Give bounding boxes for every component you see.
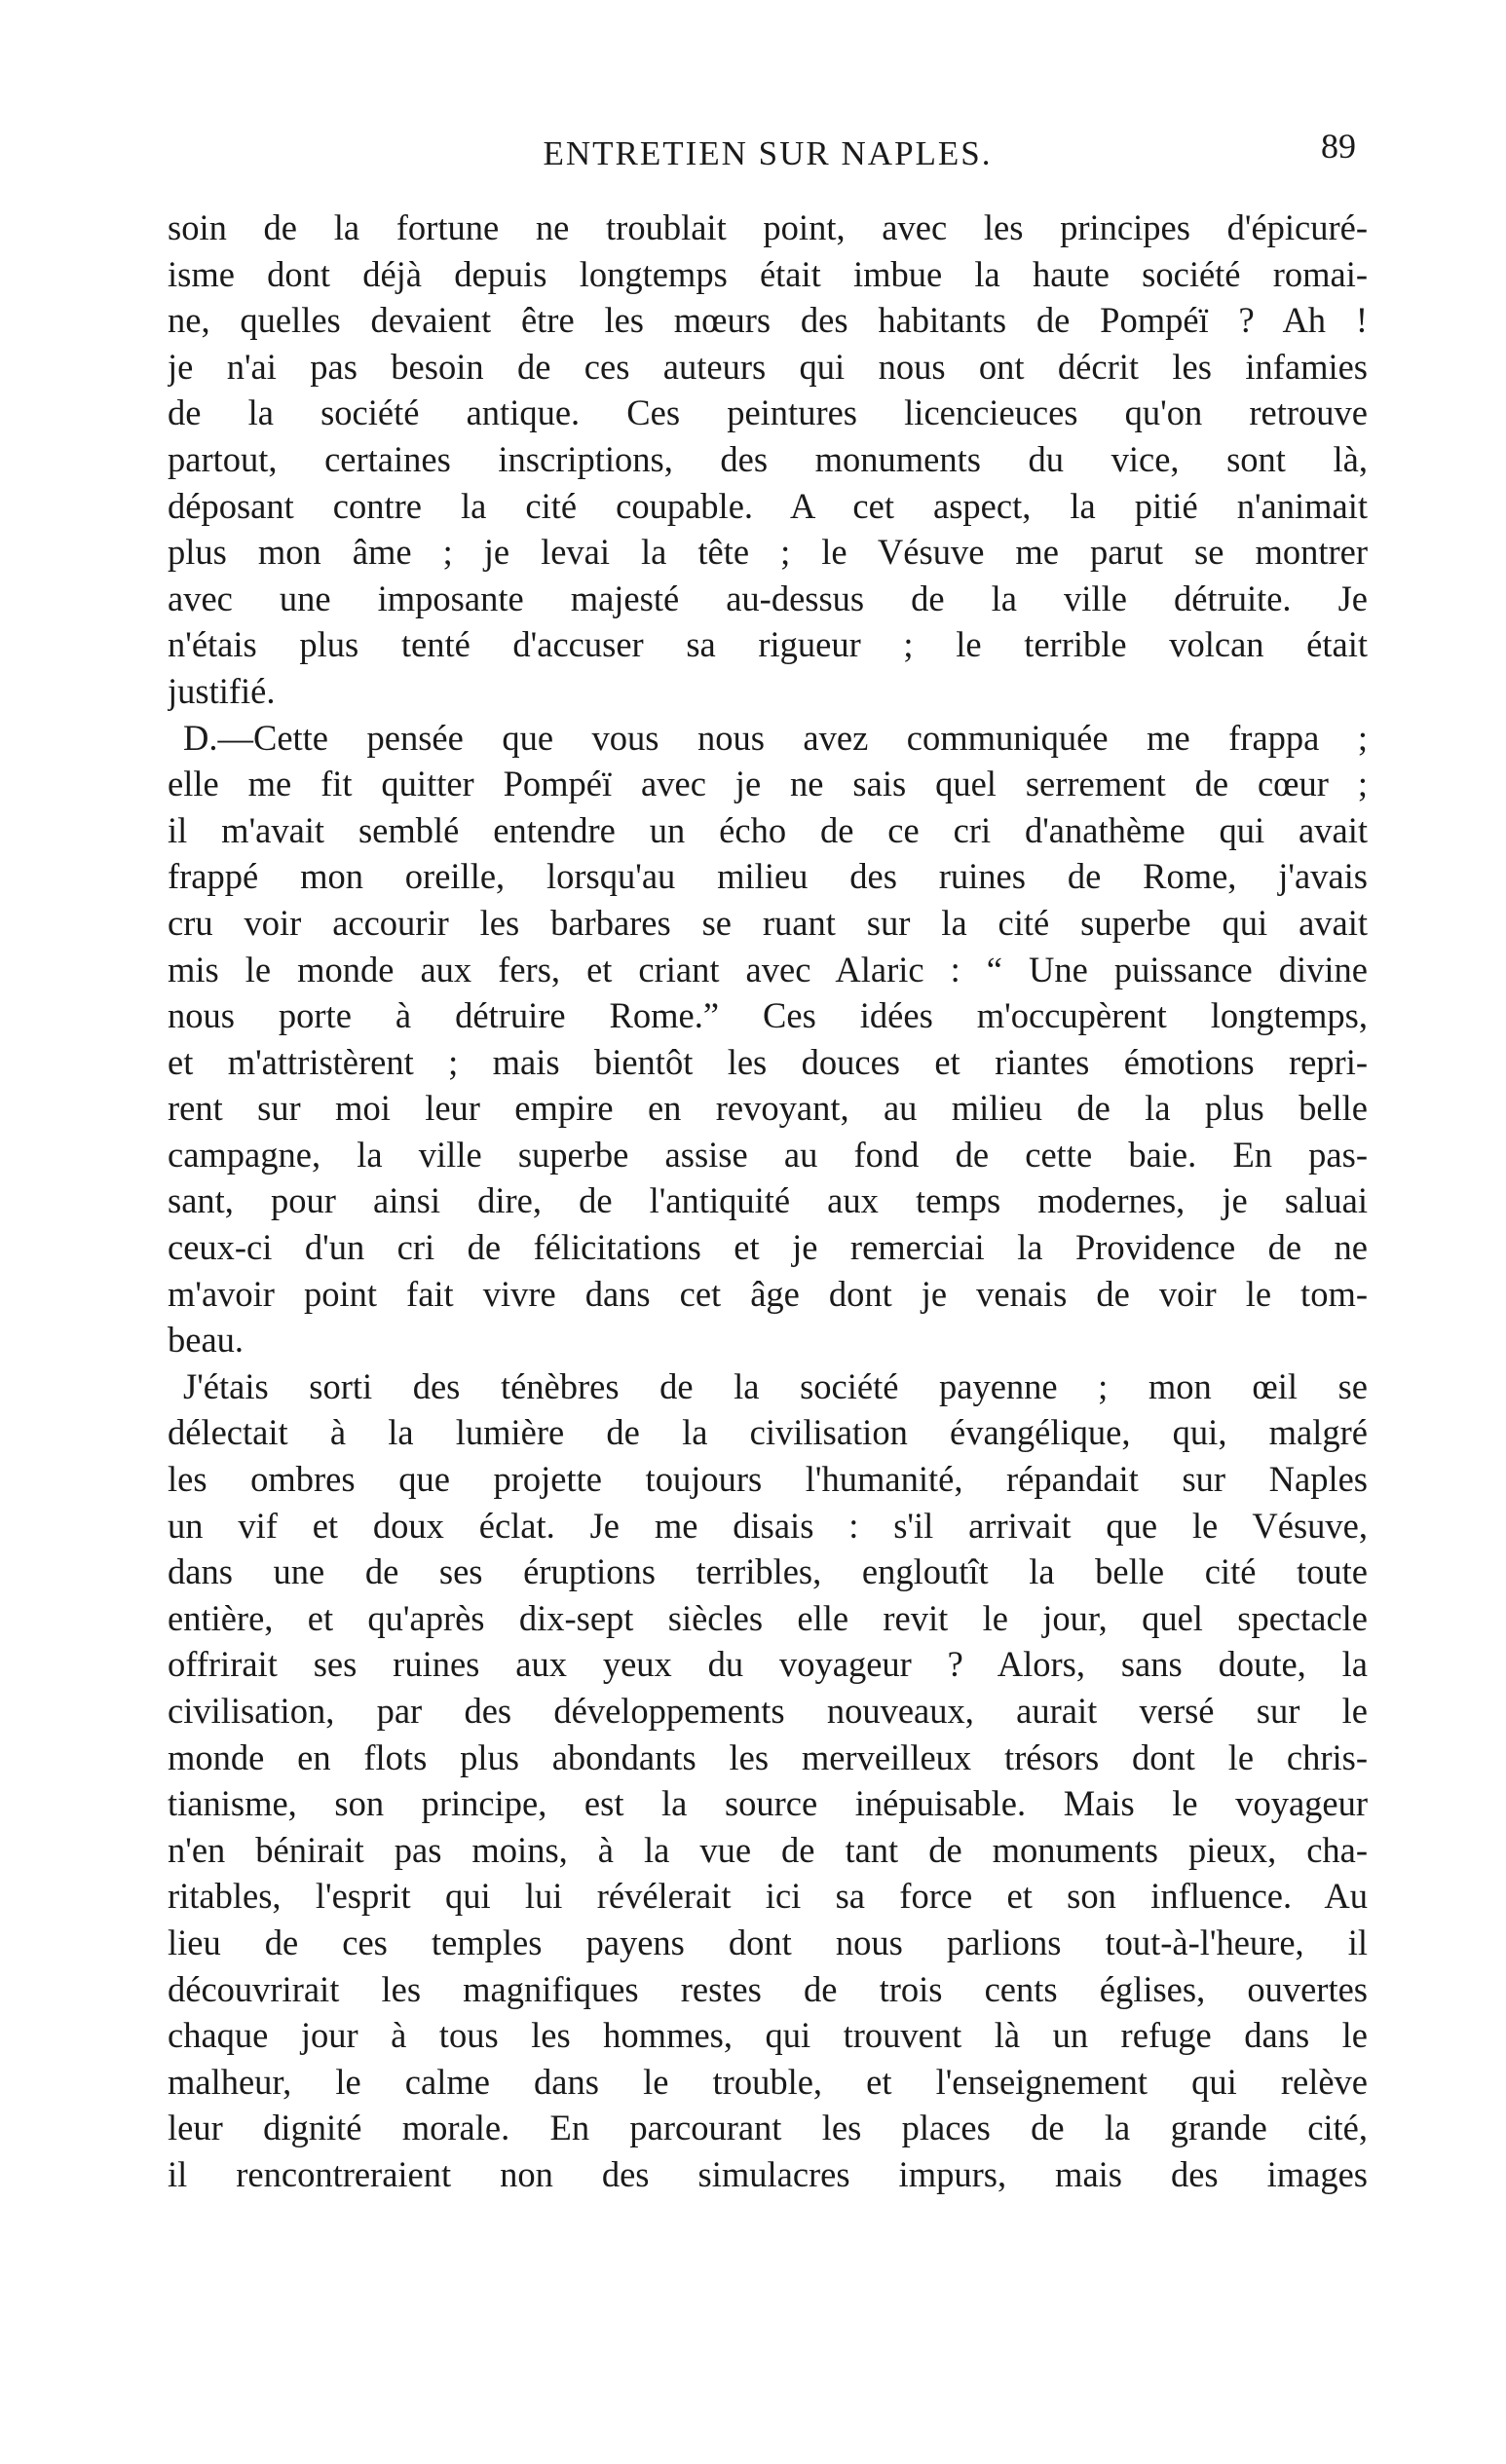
- text-line: et m'attristèrent ; mais bientôt les douces et riantes émotions repri-: [168, 1041, 1368, 1082]
- text-line: justifié.: [168, 670, 276, 711]
- text-line: J'étais sorti des ténèbres de la société payenne ; mon œil se: [183, 1365, 1368, 1406]
- text-line: malheur, le calme dans le trouble, et l'enseignement qui relève: [168, 2061, 1368, 2102]
- text-line: découvrirait les magnifiques restes de trois cents églises, ouvertes: [168, 1968, 1368, 2009]
- text-line: soin de la fortune ne troublait point, avec les principes d'épicuré-: [168, 207, 1368, 247]
- text-line: de la société antique. Ces peintures licencieuces qu'on retrouve: [168, 392, 1368, 433]
- text-line: campagne, la ville superbe assise au fond de cette baie. En pas-: [168, 1134, 1368, 1175]
- text-line: un vif et doux éclat. Je me disais : s'il arrivait que le Vésuve,: [168, 1505, 1368, 1546]
- text-line: délectait à la lumière de la civilisation évangélique, qui, malgré: [168, 1412, 1368, 1453]
- text-line: partout, certaines inscriptions, des monuments du vice, sont là,: [168, 438, 1368, 479]
- text-line: n'en bénirait pas moins, à la vue de tant de monuments pieux, cha-: [168, 1829, 1368, 1870]
- text-line: ritables, l'esprit qui lui révélerait ici sa force et son influence. Au: [168, 1876, 1368, 1917]
- text-line: elle me fit quitter Pompéï avec je ne sais quel serrement de cœur ;: [168, 764, 1368, 804]
- page-header: [168, 125, 1368, 179]
- text-line: déposant contre la cité coupable. A cet aspect, la pitié n'animait: [168, 485, 1368, 526]
- text-line: sant, pour ainsi dire, de l'antiquité aux temps modernes, je saluai: [168, 1180, 1368, 1221]
- text-line: isme dont déjà depuis longtemps était imbue la haute société romai-: [168, 253, 1368, 294]
- text-line: plus mon âme ; je levai la tête ; le Vésuve me parut se montrer: [168, 532, 1368, 573]
- text-line: ne, quelles devaient être les mœurs des habitants de Pompéï ? Ah !: [168, 300, 1368, 341]
- text-line: lieu de ces temples payens dont nous parlions tout-à-l'heure, il: [168, 1922, 1368, 1962]
- text-line: offrirait ses ruines aux yeux du voyageur ? Alors, sans doute, la: [168, 1644, 1368, 1685]
- text-line: ceux-ci d'un cri de félicitations et je remerciai la Providence de ne: [168, 1227, 1368, 1268]
- text-line: D.—Cette pensée que vous nous avez communiquée me frappa ;: [183, 717, 1368, 758]
- text-line: cru voir accourir les barbares se ruant sur la cité superbe qui avait: [168, 902, 1368, 943]
- text-line: frappé mon oreille, lorsqu'au milieu des ruines de Rome, j'avais: [168, 856, 1368, 897]
- text-line: il m'avait semblé entendre un écho de ce cri d'anathème qui avait: [168, 809, 1368, 850]
- text-line: leur dignité morale. En parcourant les places de la grande cité,: [168, 2108, 1368, 2148]
- text-line: chaque jour à tous les hommes, qui trouvent là un refuge dans le: [168, 2015, 1368, 2056]
- text-line: les ombres que projette toujours l'humanité, répandait sur Naples: [168, 1459, 1368, 1500]
- text-line: beau.: [168, 1320, 245, 1361]
- text-line: il rencontreraient non des simulacres impurs, mais des images: [168, 2153, 1368, 2194]
- text-line: mis le monde aux fers, et criant avec Alaric : “ Une puissance divine: [168, 949, 1368, 989]
- text-line: avec une imposante majesté au-dessus de la ville détruite. Je: [168, 578, 1368, 618]
- text-line: je n'ai pas besoin de ces auteurs qui nous ont décrit les infamies: [168, 346, 1368, 387]
- page-number: 89: [1321, 127, 1356, 166]
- text-line: civilisation, par des développements nouveaux, aurait versé sur le: [168, 1691, 1368, 1731]
- text-line: n'étais plus tenté d'accuser sa rigueur ; le terrible volcan était: [168, 624, 1368, 665]
- text-line: m'avoir point fait vivre dans cet âge dont je venais de voir le tom-: [168, 1273, 1368, 1314]
- text-line: tianisme, son principe, est la source inépuisable. Mais le voyageur: [168, 1783, 1368, 1824]
- text-line: rent sur moi leur empire en revoyant, au milieu de la plus belle: [168, 1088, 1368, 1129]
- text-line: dans une de ses éruptions terribles, engloutît la belle cité toute: [168, 1551, 1368, 1592]
- text-line: monde en flots plus abondants les merveilleux trésors dont le chris-: [168, 1736, 1368, 1777]
- body-text: [168, 205, 1368, 2198]
- text-line: nous porte à détruire Rome.” Ces idées m'occupèrent longtemps,: [168, 995, 1368, 1036]
- text-line: entière, et qu'après dix-sept siècles elle revit le jour, quel spectacle: [168, 1597, 1368, 1638]
- running-title: ENTRETIEN SUR NAPLES.: [543, 134, 993, 172]
